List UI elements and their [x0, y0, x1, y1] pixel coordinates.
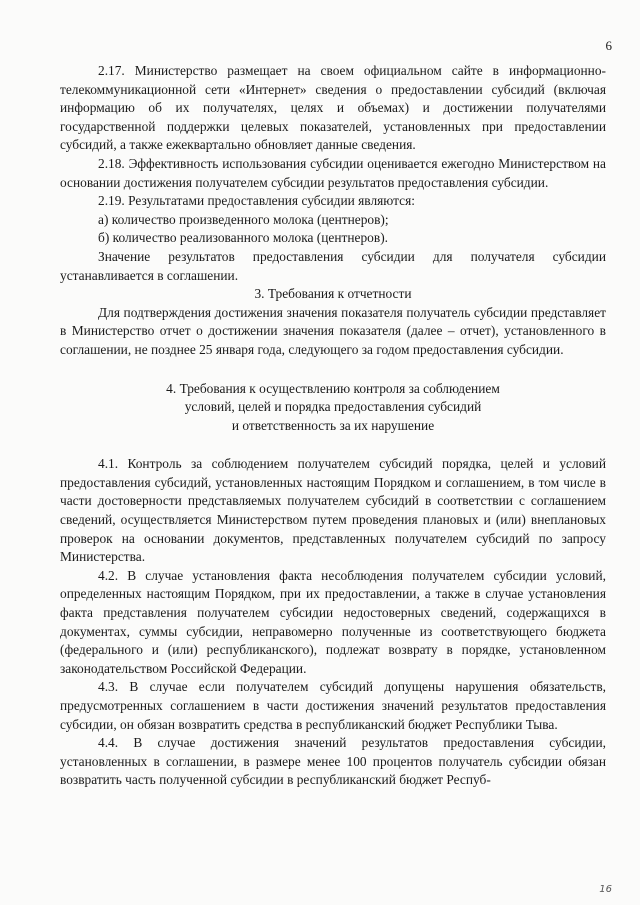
paragraph-4-3: 4.3. В случае если получателем субсидий допущены нарушения обязательств, предусмотренных соглашением в части достижения значений результатов предоставления субсидии, он обязан возвратить средства в республиканский бюджет Республики Тыва.: [60, 679, 606, 732]
paragraph-2-18: 2.18. Эффективность использования субсидии оценивается ежегодно Министерством на основании достижения получателем субсидии результатов предоставления субсидии.: [60, 155, 606, 190]
section-4-title-line: 4. Требования к осуществлению контроля за соблюдением: [166, 380, 500, 396]
handwritten-page-mark: 16: [599, 884, 612, 895]
page-number: 6: [605, 38, 612, 53]
paragraph-2-17: 2.17. Министерство размещает на своем официальном сайте в информационно-телекоммуникационной сети «Интернет» сведения о предоставлении субсидий (включая информацию об их получателях, целях и объемах) и достижении получателями государственной поддержки целевых показателей, установленных при предоставлении субсидий, а также ежеквартально обновляет данные сведения.: [60, 63, 606, 153]
list-item-a: а) количество произведенного молока (центнеров);: [98, 211, 389, 227]
section-3-title: 3. Требования к отчетности: [254, 286, 412, 302]
section-4-title-line: и ответственность за их нарушение: [231, 417, 435, 433]
section-4-title-line: условий, целей и порядка предоставления субсидий: [184, 399, 482, 415]
document-body: [60, 62, 606, 790]
paragraph-4-2: 4.2. В случае установления факта несоблюдения получателем субсидии условий, определенных настоящим Порядком, при их предоставлении, а также в случае установления факта представления получателем субсидии недостоверных сведений, содержащихся в документах, суммы субсидии, неправомерно полученные из соответствующего бюджета (федерального и (или) республиканского), подлежат возврату в порядке, установленном законодательством Российской Федерации.: [60, 567, 606, 676]
list-item-b: б) количество реализованного молока (центнеров).: [98, 230, 389, 246]
paragraph-result-value: Значение результатов предоставления субсидии для получателя субсидии устанавливается в соглашении.: [60, 248, 606, 283]
paragraph-2-19: 2.19. Результатами предоставления субсидии являются:: [98, 193, 415, 209]
paragraph-4-1: 4.1. Контроль за соблюдением получателем субсидий порядка, целей и условий предоставления субсидий, установленных настоящим Порядком и соглашением, в том числе в части достоверности представляемых получателем субсидий в соответствии с соглашением сведений, осуществляется Министерством путем проведения плановых и (или) внеплановых проверок на основании документов, представленных получателем субсидий по запросу Министерства.: [60, 456, 606, 565]
paragraph-4-4: 4.4. В случае достижения значений результатов предоставления субсидии, установленных в соглашении, в размере менее 100 процентов получатель субсидии обязан возвратить часть полученной субсидии в республиканский бюджет Респуб-: [60, 735, 606, 788]
paragraph-section-3: Для подтверждения достижения значения показателя получатель субсидии представляет в Министерство отчет о достижении значения показателя (далее – отчет), установленного в соглашении, не позднее 25 января года, следующего за годом предоставления субсидии.: [60, 304, 606, 357]
section-4-title: [60, 380, 606, 436]
